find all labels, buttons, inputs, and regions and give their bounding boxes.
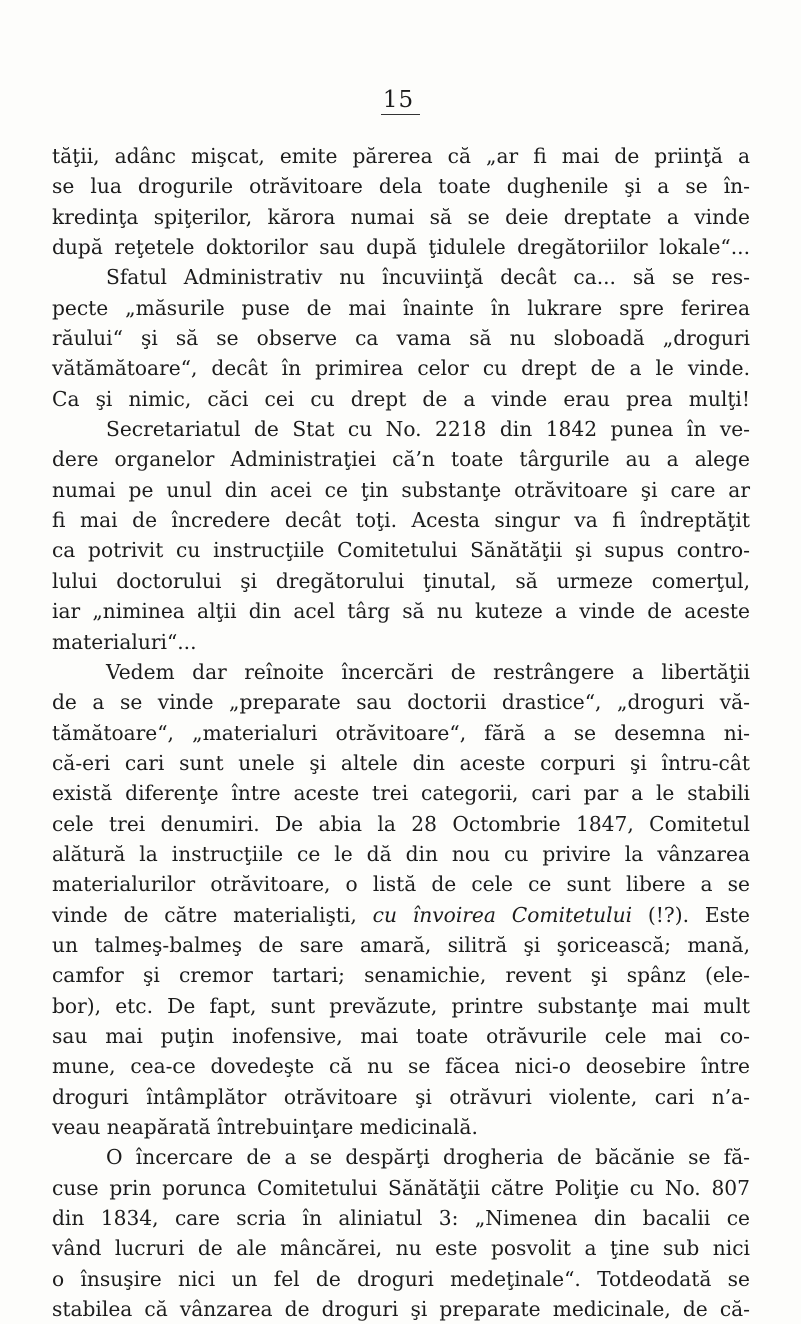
text-line: ca potrivit cu instrucţiile Comitetului Sănătăţii şi supus contro- — [52, 538, 750, 563]
text-line: iar „niminea alţii din acel târg să nu kuteze a vinde de aceste — [52, 599, 750, 624]
text-line: Secretariatul de Stat cu No. 2218 din 1842 punea în ve- — [106, 417, 750, 442]
text-line: tămătoare“, „materialuri otrăvitoare“, fără a se desemna ni- — [52, 720, 750, 745]
text-line: dere organelor Administraţiei că’n toate târgurile au a alege — [52, 447, 750, 472]
text-segment: (!?). Este — [647, 902, 750, 927]
text-line: stabilea că vânzarea de droguri şi preparate medicinale, de că- — [52, 1297, 750, 1322]
text-line: kredinţa spiţerilor, kărora numai să se deie dreptate a vinde — [52, 204, 750, 229]
text-segment: vinde de către materialişti, — [52, 902, 357, 927]
text-line: o însuşire nici un fel de droguri medeţinale“. Totdeodată se — [52, 1266, 750, 1291]
text-line: vătămătoare“, decât în primirea celor cu drept de a le vinde. — [52, 356, 750, 381]
text-line: bor), etc. De fapt, sunt prevăzute, printre substanţe mai mult — [52, 993, 750, 1018]
page-number — [0, 86, 801, 115]
text-line: sau mai puţin inofensive, mai toate otrăvurile cele mai co- — [52, 1023, 750, 1048]
body-text — [52, 141, 750, 1324]
text-line: droguri întâmplător otrăvitoare şi otrăvuri violente, cari n’a- — [52, 1084, 750, 1109]
text-line: fi mai de încredere decât toţi. Acesta singur va fi îndreptăţit — [52, 508, 750, 533]
text-line: lului doctorului şi dregătorului ţinutal, să urmeze comerţul, — [52, 568, 750, 593]
text-line: camfor şi cremor tartari; senamichie, revent şi spânz (ele- — [52, 963, 750, 988]
text-line: materialuri“... — [52, 629, 197, 654]
text-line: că-eri cari sunt unele şi altele din aceste corpuri şi întru-cât — [52, 750, 750, 775]
text-line: veau neapărată întrebuinţare medicinală. — [52, 1115, 478, 1139]
text-line: se lua drogurile otrăvitoare dela toate dughenile şi a se în- — [52, 174, 750, 199]
text-line: cele trei denumiri. De abia la 28 Octombrie 1847, Comitetul — [52, 811, 750, 836]
page-number-text: 15 — [381, 86, 420, 115]
text-line: O încercare de a se despărţi drogheria de băcănie se fă- — [106, 1145, 750, 1170]
text-line: Vedem dar reînoite încercări de restrângere a libertăţii — [106, 659, 750, 684]
text-line: după reţetele doktorilor sau după ţidulele dregătoriilor lokale“... — [52, 235, 750, 260]
text-line: tăţii, adânc mişcat, emite părerea că „ar fi mai de priinţă a — [52, 144, 750, 168]
italic-phrase: cu învoirea Comitetului — [372, 902, 633, 927]
text-line: cuse prin porunca Comitetului Sănătăţii către Poliţie cu No. 807 — [52, 1175, 750, 1200]
text-line: răului“ şi să se observe ca vama să nu sloboadă „droguri — [52, 326, 750, 351]
text-line: mune, cea-ce dovedeşte că nu se făcea nici-o deosebire între — [52, 1054, 750, 1079]
text-line: materialurilor otrăvitoare, o listă de cele ce sunt libere a se — [52, 872, 750, 897]
text-line-mixed — [52, 900, 750, 930]
text-line: există diferenţe între aceste trei categorii, cari par a le stabili — [52, 781, 750, 806]
text-line: pecte „măsurile puse de mai înainte în lukrare spre ferirea — [52, 295, 750, 320]
text-line: Sfatul Administrativ nu încuviinţă decât ca... să se res- — [106, 265, 750, 290]
text-line: vând lucruri de ale mâncărei, nu este posvolit a ţine sub nici — [52, 1236, 750, 1261]
text-line: Ca şi nimic, căci cei cu drept de a vinde erau prea mulţi! — [52, 386, 750, 411]
text-line: din 1834, care scria în aliniatul 3: „Nimenea din bacalii ce — [52, 1206, 750, 1231]
text-line: alătură la instrucţiile ce le dă din nou cu privire la vânzarea — [52, 841, 750, 866]
text-line: de a se vinde „preparate sau doctorii drastice“, „droguri vă- — [52, 690, 750, 715]
text-line: numai pe unul din acei ce ţin substanţe otrăvitoare şi care ar — [52, 477, 750, 502]
text-line: un talmeş-balmeş de sare amară, silitră şi şoricească; mană, — [52, 932, 750, 957]
